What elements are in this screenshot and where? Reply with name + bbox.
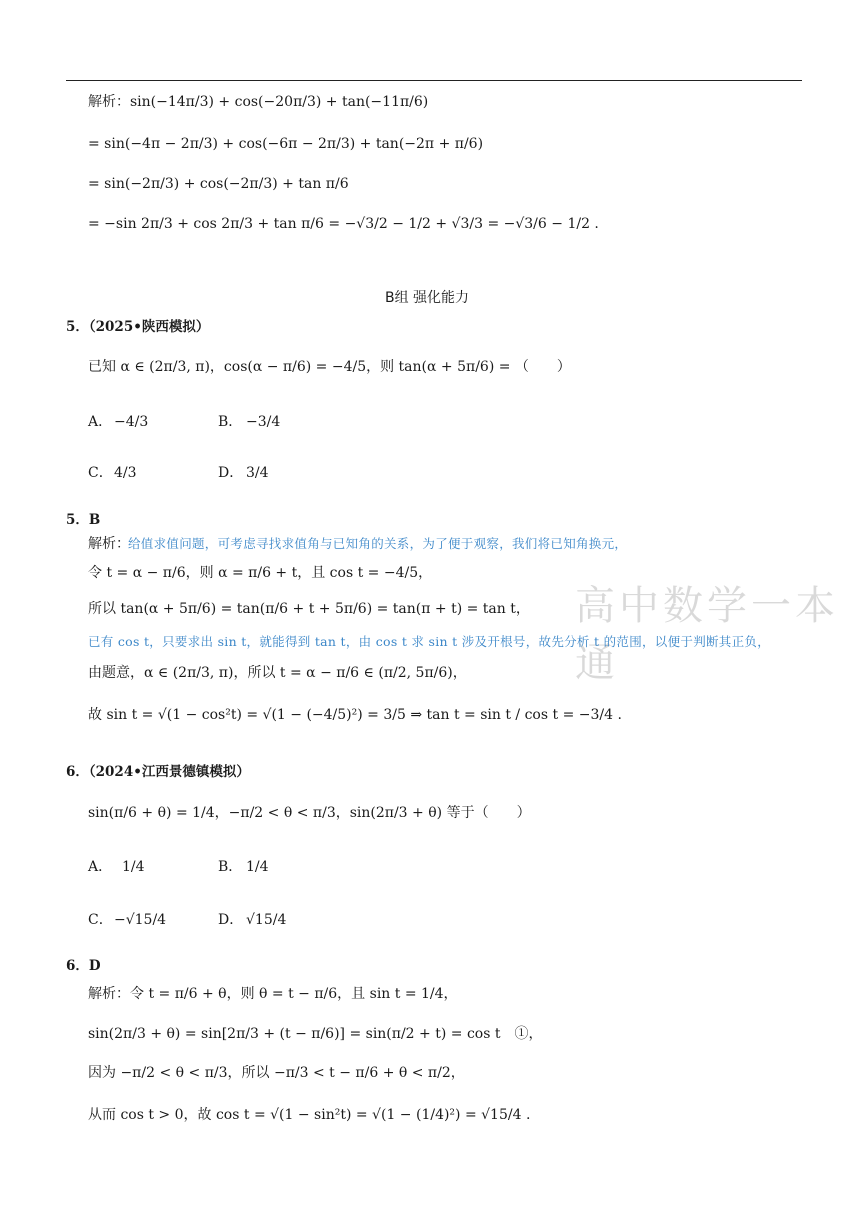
answer-6-line-1: 解析：令 t = π/6 + θ，则 θ = t − π/6，且 sin t = 1/4， bbox=[88, 986, 458, 1002]
answer-5-label: 解析： bbox=[88, 536, 130, 552]
question-6-stem: sin(π/6 + θ) = 1/4，−π/2 < θ < π/3，sin(2π/3 + θ) 等于（ ） bbox=[88, 805, 531, 821]
q6-option-b-value: 1/4 bbox=[246, 859, 269, 875]
question-5-stem: 已知 α ∈ (2π/3, π)，cos(α − π/6) = −4/5，则 tan(α + 5π/6) = （ ） bbox=[88, 359, 571, 375]
q6-option-d-value: √15/4 bbox=[246, 912, 287, 928]
option-a-value: −4/3 bbox=[114, 414, 149, 430]
prev-solution-line-1: 解析：sin(−14π/3) + cos(−20π/3) + tan(−11π/6) bbox=[88, 94, 429, 110]
answer-5-hint-1: 给值求值问题，可考虑寻找求值角与已知角的关系，为了便于观察，我们将已知角换元， bbox=[128, 536, 628, 551]
option-c-label: C． bbox=[88, 465, 113, 481]
prev-solution-line-4: = −sin 2π/3 + cos 2π/3 + tan π/6 = −√3/2 − 1/2 + √3/3 = −√3/6 − 1/2 . bbox=[88, 216, 599, 232]
answer-5-line-6: 故 sin t = √(1 − cos²t) = √(1 − (−4/5)²) = 3/5 ⇒ tan t = sin t / cos t = −3/4 . bbox=[88, 707, 622, 723]
q6-option-a-value: 1/4 bbox=[122, 859, 145, 875]
option-d-label: D． bbox=[218, 465, 244, 481]
option-a-label: A． bbox=[88, 414, 113, 430]
section-title: B组 强化能力 bbox=[385, 290, 470, 306]
option-b-value: −3/4 bbox=[246, 414, 281, 430]
answer-6-line-4: 从而 cos t > 0，故 cos t = √(1 − sin²t) = √(1 − (1/4)²) = √15/4 . bbox=[88, 1107, 531, 1123]
option-d-value: 3/4 bbox=[246, 465, 269, 481]
question-6-header: 6．（2024•江西景德镇模拟） bbox=[66, 764, 250, 780]
q6-option-c-value: −√15/4 bbox=[114, 912, 167, 928]
q6-option-d-label: D． bbox=[218, 912, 244, 928]
q6-option-c-label: C． bbox=[88, 912, 113, 928]
question-5-header: 5．（2025•陕西模拟） bbox=[66, 319, 210, 335]
option-c-value: 4/3 bbox=[114, 465, 137, 481]
q6-option-b-label: B． bbox=[218, 859, 243, 875]
prev-solution-line-2: = sin(−4π − 2π/3) + cos(−6π − 2π/3) + tan(−2π + π/6) bbox=[88, 136, 484, 152]
answer-5-line-2: 令 t = α − π/6，则 α = π/6 + t，且 cos t = −4/5， bbox=[88, 565, 433, 581]
answer-5-line-3: 所以 tan(α + 5π/6) = tan(π/6 + t + 5π/6) = tan(π + t) = tan t， bbox=[88, 601, 530, 617]
answer-6-line-2: sin(2π/3 + θ) = sin[2π/3 + (t − π/6)] = sin(π/2 + t) = cos t ①， bbox=[88, 1026, 543, 1042]
prev-solution-line-3: = sin(−2π/3) + cos(−2π/3) + tan π/6 bbox=[88, 176, 349, 192]
answer-6-line-3: 因为 −π/2 < θ < π/3，所以 −π/3 < t − π/6 + θ < π/2， bbox=[88, 1065, 465, 1081]
answer-5-header: 5．B bbox=[66, 512, 101, 528]
q6-option-a-label: A． bbox=[88, 859, 113, 875]
watermark-text: 高中数学一本通 bbox=[575, 583, 839, 686]
answer-5-hint-2: 已有 cos t，只要求出 sin t，就能得到 tan t，由 cos t 求 sin t 涉及开根号，故先分析 t 的范围，以便于判断其正负， bbox=[88, 634, 771, 649]
header-rule bbox=[66, 80, 802, 81]
answer-5-line-5: 由题意，α ∈ (2π/3, π)，所以 t = α − π/6 ∈ (π/2, 5π/6)， bbox=[88, 665, 467, 681]
option-b-label: B． bbox=[218, 414, 243, 430]
answer-6-header: 6．D bbox=[66, 958, 101, 974]
